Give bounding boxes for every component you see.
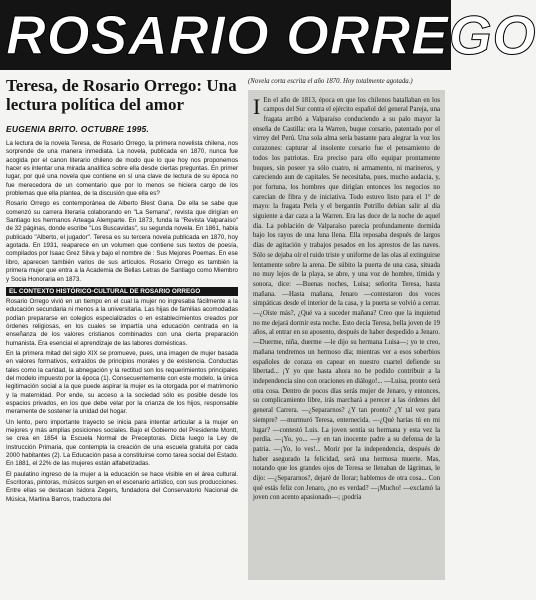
context-paragraph: En la primera mitad del siglo XIX se promueve, pues, una imagen de mujer basada en valores formativos, extraídos de principios morales y de existencia. Conductas tales como la caridad, la abnegación y la rectitud son los requerimientos principales del modelo impuesto por la época (1). Consecuentemente con este modelo, la única legitimación social a la que puede aspirar la mujer es la otorgada por el matrimonio y la maternidad. Por ende, su acceso a la sociedad sólo es posible desde los espacios privados, en los que debe velar por la crianza de los hijos, responsable meramente de sostener la unidad del hogar. [6, 349, 238, 416]
context-paragraph: Un lento, pero importante trayecto se inicia para intentar articular a la mujer en mejores y más amplias posiciones sociales. Bajo el Gobierno del Presidente Montt, se crea en 1854 la Escuela Normal de Preceptoras. Dicta luego la Ley de Instrucción Primaria, que contempla la creación de una escuela gratuita por cada 2000 habitantes (2). La Educación pasa a constituirse como tarea social del Estado. En 1881, el 22% de las mujeres están alfabetizadas. [6, 418, 238, 468]
left-column [6, 140, 238, 598]
banner-title: ROSARIO ORREGO [6, 4, 536, 66]
contemporary-paragraph: Rosario Orrego es contemporánea de Alberto Blest Gana. De ella se sabe que comenzó su carrera literaria colaborando en "La Semana", revista que dirigían en Santiago los hermanos Arteaga Alemparte. En 1873, funda la "Revista Valparaíso" de 32 páginas, donde escribe "Los Buscavidas", su segunda novela. En 1861, había publicado "Alberto, el jugador". Teresa es su tercera novela publicada en 1870, hoy agotada. En 1931, reaparece en un volumen que contiene sus textos de poesía, compilados por Isaac Grez Silva y bajo el nombre de : Sus Mejores Poemas. En ese libro, aparecen también varios de sus artículos. Rosario Orrego es también la primera mujer que entra a la Academia de Bellas Letras de Santiago como Miembro y Socia Honoraria en 1873. [6, 200, 238, 283]
excerpt-text: En el año de 1813, época en que los chilenos batallaban en los campos del Sur contra el ejército español del general Pareja, una fragata arribó a Valparaíso conduciendo a su palo mayor la enseña de Castilla: era la Warren, buque corsario, patentado por el virrey del Perú. Una sola alma sería bastante para alegrar la voz los corazones: capturar al insolente corsario fue el pensamiento de todos los patriotas. Era preciso para ello equipar prontamente buques, sin poseer ya sólo cuatro, ni armamento, ni marineros, y careciendo aun de capitales. Se necesitaba, pues, mucho audacia, y, por fortuna, los hombres que dirigían entonces los negocios no carecían de fibra y de iniciativa. Todo estuvo listo para el 1° de mayo: la fragata Perla y el bergantín Potrillo debían salir al día siguiente a dar caza a la Warren. Era las doce de la noche de aquel día. La población de Valparaíso parecía profundamente dormida bajo los rayos de una luna llena. Ella reposaba después de largos días de agitación y trabajos pesados en los aprestos de las naves. Sólo se dejaba oír el ruido triste y uniforme de las olas al extinguirse lentamente sobre la arena. De súbito la puerta de una casa, situada no muy lejos de la playa, se abre, y una voz de hombre, tímida y sonora, dice: —Buenas noches, Luisa; señorita Teresa, hasta mañana. —Hasta mañana, Jenaro —contestaron dos voces simpáticas desde el interior de la casa, y la puerta se volvió a cerrar. —¿Oíste más?, ¿Qué va a suceder mañana? Creo que la inquietud no me dejará dormir esta noche. Esto decía Teresa, bella joven de 19 años, al entrar en su aposento, después de haber despedido a Jenaro. —Duerme, niña, duerme —le dijo su hermana Luisa—; yo te creo, mañana tendremos un hermoso día; mientras ver a esos soberbios españoles de coraza en capear en nuestro cuartel defiende su libertad... ¡Y yo que hasta ahora no he podido contribuir a la independencia sino con oraciones en diálogo!... —Luisa, pronto será otra cosa. Dentro de pocos días serás mujer de Jenaro, y entonces, su complicamiento libre, irás marchará a perecer a las órdenes del general Carrera. —¿Separarnos? ¿Y tan pronto? ¿Y tal vez para siempre? —murmuró Teresa, enternecida. —¿Qué harías tú en mi lugar? —contestó Luis. La joven sentía su hermana y esta vez la perdía. —¡Yo, yo... —y en tan inocente padre a su defensa de la patria. —¡Yo, lo ves!... Morir por la independencia, después de haber asegurado la felicidad, será una hermosa muerte. Mas, notando que los grandes ojos de Teresa se llenaban de lágrimas, le dijo: —¿Separarnos?, dejaré de llorar; hablemos de otra cosa... Con qué estás feliz con Jenaro, ¿no es verdad? —¡Mucho! —exclamó la joven con acento apasionado—; ¡podría [253, 96, 440, 502]
intro-paragraph: La lectura de la novela Teresa, de Rosario Orrego, la primera novelista chilena, nos sorprende de una manera inmediata. La novela, publicada en 1870, nunca fue acogida por el canon literario chileno de modo que lo que hoy nos proponemos hacer es intentar una mirada analítica sobre ella desde ciertas preguntas. En primer lugar, por qué una novela que contiene en sí una clave de lectura de su época no fue merecedora de un comentario que por lo menos se hiciera cargo de los problemas que ella plantea, de la discusión que ella es? [6, 140, 238, 198]
right-column [248, 78, 445, 598]
context-paragraph: El paulatino ingreso de la mujer a la educación se hace visible en el área cultural. Escritoras, pintoras, músicos surgen en el escenario artístico, con sus producciones. Entre ellas se destacan Isidora Zegers, fundadora del Conservatorio Nacional de Música, Martina Barros, traductora del [6, 470, 238, 503]
context-paragraph: Rosario Orrego vivió en un tiempo en el cual la mujer no ingresaba fácilmente a la educación secundaria ni menos a la universitaria. Las hijas de familias acomodadas podían prepararse en colegios especializados o en establecimientos creados por órdenes religiosas, en los cuales se impartía una educación centrada en la enseñanza de los valores cristianos combinados con una cierta preparación humanista. Era esencial el aprendizaje de las labores domésticas. [6, 297, 238, 347]
section-heading: EL CONTEXTO HISTÓRICO-CULTURAL DE ROSARIO ORREGO [6, 287, 238, 296]
novel-excerpt-box [248, 90, 445, 580]
title-banner [0, 0, 536, 70]
article-headline: Teresa, de Rosario Orrego: Una lectura política del amor [6, 76, 237, 114]
article-byline: EUGENIA BRITO. OCTUBRE 1995. [6, 124, 150, 134]
drop-cap: I [253, 93, 261, 119]
excerpt-text-block [253, 93, 440, 504]
excerpt-intro: (Novela corta escrita el año 1870. Hoy totalmente agotada.) [248, 78, 413, 85]
